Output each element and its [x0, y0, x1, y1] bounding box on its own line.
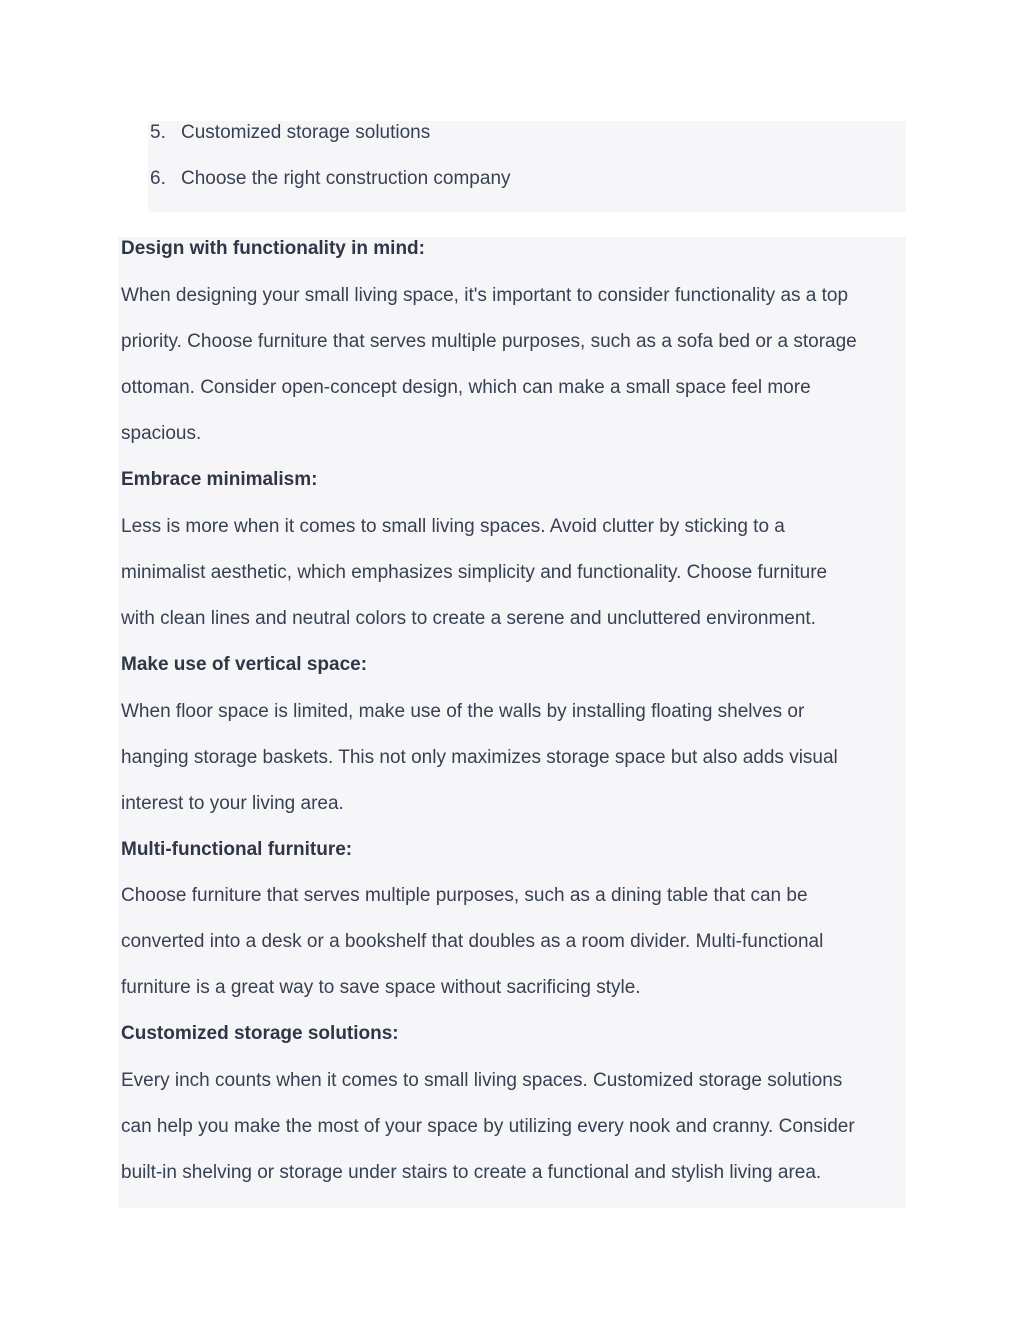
section-heading: Design with functionality in mind:: [121, 238, 425, 259]
paragraph-line: priority. Choose furniture that serves multiple purposes, such as a sofa bed or a storage: [121, 331, 857, 352]
list-item-number: 6.: [150, 168, 166, 189]
paragraph-line: can help you make the most of your space by utilizing every nook and cranny. Consider: [121, 1116, 855, 1137]
paragraph-line: Choose furniture that serves multiple purposes, such as a dining table that can be: [121, 885, 808, 906]
paragraph-line: hanging storage baskets. This not only maximizes storage space but also adds visual: [121, 747, 838, 768]
paragraph-line: minimalist aesthetic, which emphasizes simplicity and functionality. Choose furniture: [121, 562, 828, 583]
paragraph-line: spacious.: [121, 423, 202, 444]
list-item-number: 5.: [150, 122, 166, 143]
paragraph-line: Less is more when it comes to small living spaces. Avoid clutter by sticking to a: [121, 516, 785, 537]
paragraph-line: built-in shelving or storage under stairs to create a functional and stylish living area.: [121, 1162, 822, 1183]
article-body: [118, 237, 906, 1208]
paragraph-line: Every inch counts when it comes to small living spaces. Customized storage solutions: [121, 1070, 843, 1091]
numbered-list: [148, 121, 906, 212]
list-item-text: Customized storage solutions: [181, 122, 431, 143]
section-heading: Customized storage solutions:: [121, 1023, 399, 1044]
section-heading: Multi-functional furniture:: [121, 839, 353, 860]
paragraph-line: When designing your small living space, it's important to consider functionality as a top: [121, 285, 849, 306]
paragraph-line: When floor space is limited, make use of the walls by installing floating shelves or: [121, 701, 805, 722]
paragraph-line: converted into a desk or a bookshelf that doubles as a room divider. Multi-functional: [121, 931, 824, 952]
paragraph-line: with clean lines and neutral colors to create a serene and uncluttered environment.: [121, 608, 816, 629]
section-heading: Make use of vertical space:: [121, 654, 368, 675]
paragraph-line: interest to your living area.: [121, 793, 344, 814]
section-heading: Embrace minimalism:: [121, 469, 318, 490]
paragraph-line: furniture is a great way to save space without sacrificing style.: [121, 977, 641, 998]
paragraph-line: ottoman. Consider open-concept design, which can make a small space feel more: [121, 377, 811, 398]
list-item-text: Choose the right construction company: [181, 168, 511, 189]
